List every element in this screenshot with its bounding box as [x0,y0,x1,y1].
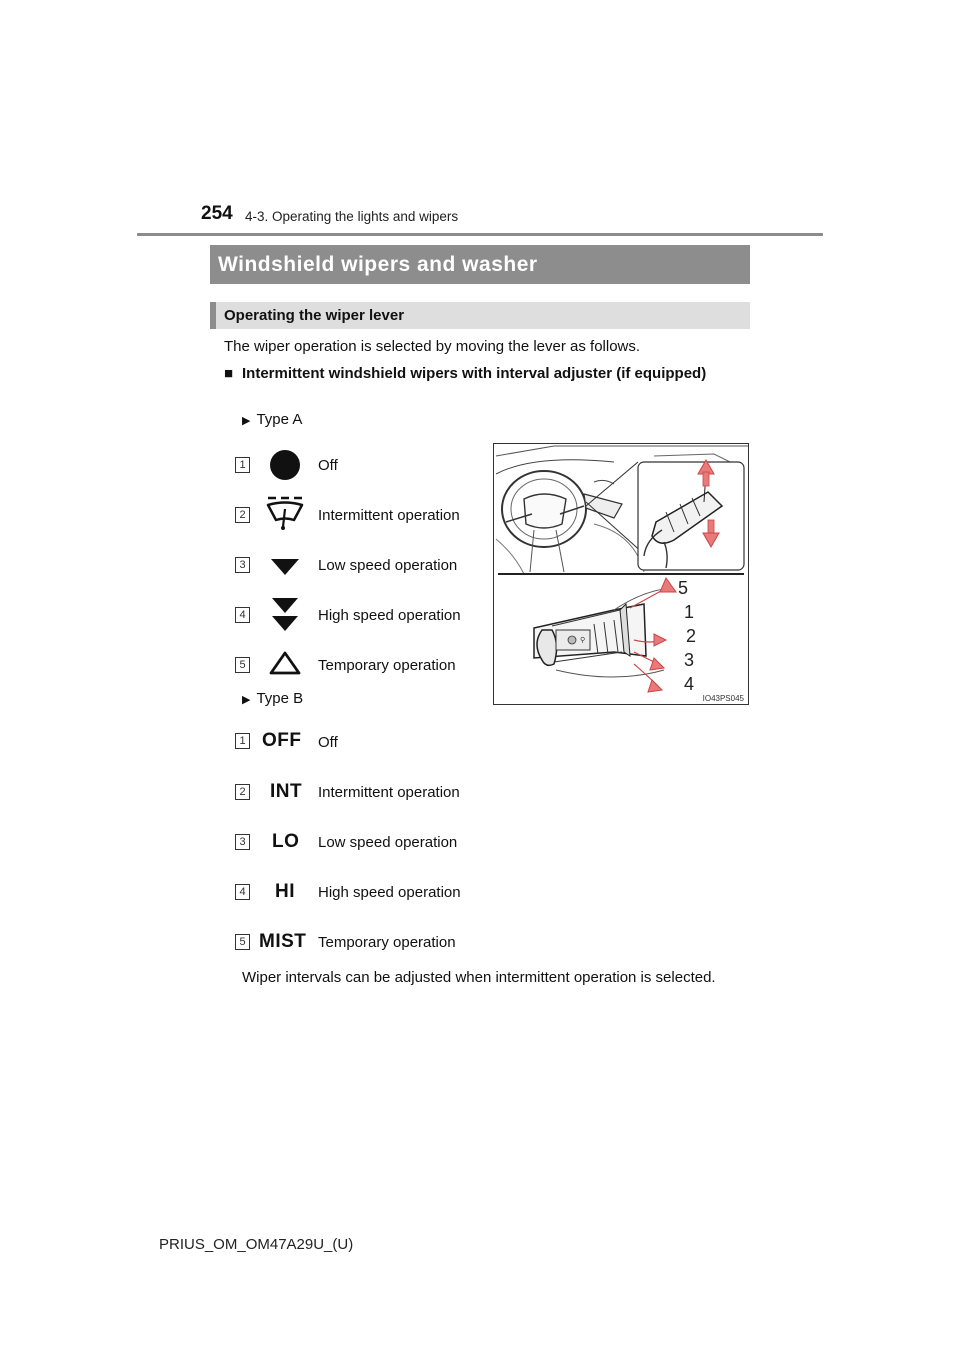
item-number: 4 [235,884,250,900]
low-speed-triangle-icon [265,550,305,586]
item-number: 5 [235,657,250,673]
item-number: 3 [235,557,250,573]
item-text: Off [318,734,338,751]
footer-doc-code: PRIUS_OM_OM47A29U_(U) [159,1236,354,1253]
type-a-label-text: Type A [256,411,303,428]
item-text: High speed operation [318,607,461,624]
mode-code-label: INT [270,781,303,802]
item-number: 2 [235,784,250,800]
item-number: 5 [235,934,250,950]
interval-note: Wiper intervals can be adjusted when intermittent operation is selected. [242,969,716,986]
wiper-lever-figure [493,443,749,705]
callout-number: 5 [678,578,689,598]
type-b-label-text: Type B [256,690,304,707]
item-number: 1 [235,733,250,749]
callout-number: 4 [684,674,695,694]
temporary-open-triangle-icon [265,648,305,684]
page-number: 254 [201,203,233,224]
figure-code: IO43PS045 [702,694,744,703]
item-text: Temporary operation [318,934,456,951]
type-a-label [242,411,302,428]
intermittent-wiper-icon [265,496,305,532]
item-text: Low speed operation [318,834,458,851]
page-title: Windshield wipers and washer [210,245,750,284]
mode-code-label: OFF [262,730,302,751]
item-text: Intermittent operation [318,507,460,524]
item-number: 3 [235,834,250,850]
item-text: Temporary operation [318,657,456,674]
callout-number: 2 [686,626,697,646]
triangle-marker-icon: ▶ [242,415,251,427]
item-text: Intermittent operation [318,784,460,801]
item-number: 2 [235,507,250,523]
bullet-heading-text: Intermittent windshield wipers with interval adjuster (if equipped) [242,365,707,382]
mode-code-label: MIST [259,931,307,952]
header-rule [137,233,823,236]
off-circle-icon [265,447,305,483]
mode-code-label: LO [272,831,300,852]
item-number: 1 [235,457,250,473]
item-number: 4 [235,607,250,623]
triangle-marker-icon: ▶ [242,694,251,706]
intro-text: The wiper operation is selected by moving the lever as follows. [224,338,641,355]
high-speed-double-triangle-icon [265,597,305,633]
wiper-lever-illustration [494,444,748,704]
callout-number: 3 [684,650,695,670]
section-heading: 4-3. Operating the lights and wipers [245,209,459,224]
item-text: High speed operation [318,884,461,901]
mode-code-label: HI [275,881,295,902]
type-b-label [242,690,303,707]
item-text: Off [318,457,338,474]
callout-number: 1 [684,602,695,622]
svg-text:⚲: ⚲ [580,636,586,644]
bullet-heading [224,362,746,385]
item-text: Low speed operation [318,557,458,574]
subsection-title: Operating the wiper lever [210,302,750,329]
square-bullet-icon: ■ [224,365,234,382]
